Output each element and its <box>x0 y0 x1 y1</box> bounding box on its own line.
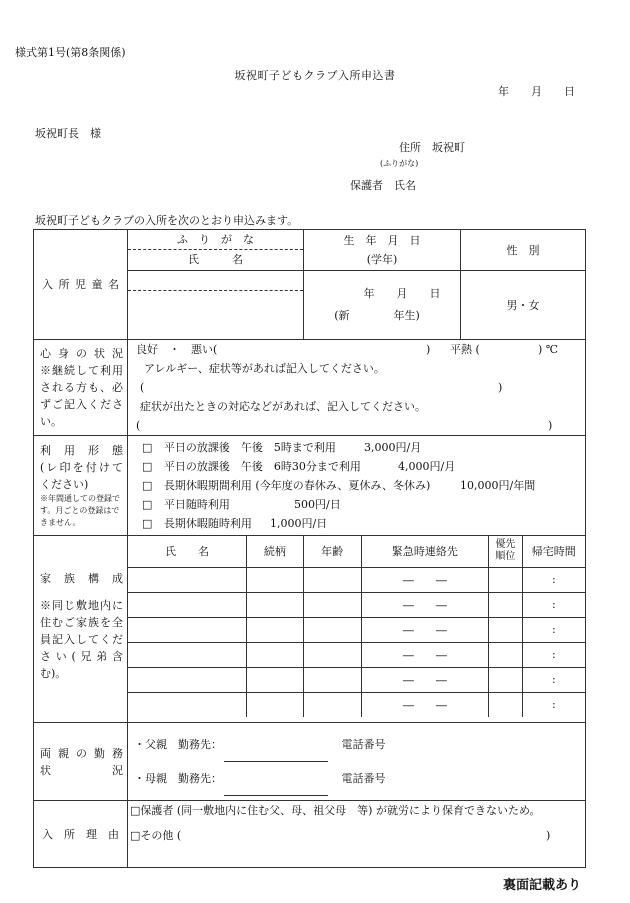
checkbox-icon[interactable]: □ <box>142 441 153 454</box>
reason-option-work[interactable]: □保護者 (同一敷地内に住む父、母、祖父母 等) が就労により保育できないため。 <box>130 804 541 817</box>
family-name-field[interactable] <box>128 642 247 667</box>
child-name-input-cell[interactable] <box>128 271 304 340</box>
family-phone-field[interactable]: ― ― <box>361 592 489 617</box>
family-phone-field[interactable]: ― ― <box>361 667 489 692</box>
response-field[interactable] <box>136 416 579 435</box>
family-priority-field[interactable] <box>489 642 522 667</box>
usage-option-price: 10,000円/年間 <box>460 479 536 492</box>
guardian-name-label: 保護者 氏名 <box>350 179 416 192</box>
allergy-text: アレルギー、症状等があれば記入してください。 <box>144 362 385 375</box>
reason-section-label: 入所理由 <box>34 801 128 868</box>
family-time-field[interactable]: : <box>522 617 585 642</box>
family-name-field[interactable] <box>128 592 247 617</box>
usage-option-price: 4,000円/月 <box>398 460 456 473</box>
usage-option-label: 平日の放課後 午後 5時まで利用 <box>163 441 336 454</box>
child-furigana-field[interactable] <box>128 271 303 291</box>
family-time-field[interactable]: : <box>522 667 585 692</box>
family-header-relation: 続柄 <box>247 536 304 567</box>
family-priority-field[interactable] <box>489 617 522 642</box>
address-label: 住所 坂祝町 <box>399 141 465 154</box>
paren-close: ) <box>548 419 553 432</box>
usage-option-label: 長期休暇随時利用 <box>163 517 252 530</box>
family-header-age: 年齢 <box>303 536 361 567</box>
family-age-field[interactable] <box>303 617 361 642</box>
intro-text: 坂祝町子どもクラブの入所を次のとおり申込みます。 <box>35 214 299 227</box>
checkbox-icon[interactable]: □ <box>142 479 153 492</box>
family-phone-field[interactable]: ― ― <box>361 617 489 642</box>
back-side-note: 裏面記載あり <box>503 878 582 893</box>
mother-work-row[interactable] <box>134 762 579 796</box>
allergy-field[interactable] <box>136 378 579 397</box>
usage-option-label: 長期休暇期間利用 (今年度の春休み、夏休み、冬休み) <box>163 479 431 492</box>
family-row[interactable] <box>128 592 585 617</box>
family-row[interactable] <box>128 667 585 692</box>
reason-option-other[interactable] <box>130 823 581 849</box>
father-phone-label: 電話番号 <box>341 737 386 751</box>
father-workplace-field[interactable] <box>224 749 328 762</box>
usage-option-label: 平日の放課後 午後 6時30分まで利用 <box>163 460 361 473</box>
birth-date-cell[interactable] <box>304 271 461 340</box>
mother-work-label: ・母親 勤務先： <box>134 771 222 785</box>
health-content[interactable] <box>128 340 586 436</box>
usage-option-price: 3,000円/月 <box>364 441 422 454</box>
mother-phone-label: 電話番号 <box>341 771 386 785</box>
birth-header-cell <box>304 230 461 271</box>
sex-options[interactable]: 男・女 <box>461 271 586 340</box>
family-phone-field[interactable]: ― ― <box>361 692 489 717</box>
family-time-field[interactable]: : <box>522 692 585 717</box>
work-section-label: 両親の勤務 状 況 <box>34 723 128 801</box>
reason-content <box>128 801 586 868</box>
form-number: 様式第1号(第8条関係) <box>15 46 126 59</box>
family-relation-field[interactable] <box>247 617 304 642</box>
checkbox-icon[interactable]: □ <box>142 517 153 530</box>
family-priority-field[interactable] <box>489 592 522 617</box>
usage-option[interactable] <box>142 476 579 495</box>
paren-close: ) <box>426 343 431 356</box>
family-section-label: 家族構成 ※同じ敷地内に 住むご家族を全 員記入してくだ さい(兄弟含 む)。 <box>34 536 128 723</box>
family-relation-field[interactable] <box>247 592 304 617</box>
reason-other-label: □その他 ( <box>130 829 182 842</box>
paren-close: ) <box>498 381 503 394</box>
family-name-field[interactable] <box>128 667 247 692</box>
work-content <box>128 723 586 801</box>
health-section-label: 心身の状況 ※継続して利用 される方も、必 ずご記入くださ い。 <box>34 340 128 436</box>
family-table <box>128 536 585 717</box>
usage-options <box>128 436 586 536</box>
grade-header: (学年) <box>366 253 398 266</box>
family-name-field[interactable] <box>128 617 247 642</box>
family-age-field[interactable] <box>303 642 361 667</box>
family-priority-field[interactable] <box>489 692 522 717</box>
family-relation-field[interactable] <box>247 692 304 717</box>
paren-open: ( <box>140 381 145 394</box>
family-header-emergency: 緊急時連絡先 <box>361 536 489 567</box>
fever-unit: ) ℃ <box>538 343 559 356</box>
checkbox-icon[interactable]: □ <box>142 460 153 473</box>
checkbox-icon[interactable]: □ <box>142 498 153 511</box>
father-work-label: ・父親 勤務先： <box>134 737 222 751</box>
child-name-header-cell <box>128 230 304 271</box>
family-row[interactable] <box>128 692 585 717</box>
family-name-field[interactable] <box>128 692 247 717</box>
family-priority-field[interactable] <box>489 567 522 592</box>
family-relation-field[interactable] <box>247 667 304 692</box>
birth-date-field[interactable]: 年 月 日 <box>363 287 441 300</box>
page-title: 坂祝町子どもクラブ入所申込書 <box>234 69 396 82</box>
usage-note: ※年間通しての登録です。月ごとの登録はできません。 <box>40 494 120 527</box>
furigana-label: (ふりがな) <box>380 159 419 168</box>
family-age-field[interactable] <box>303 667 361 692</box>
response-text: 症状が出たときの対応などがあれば、記入してください。 <box>140 400 426 413</box>
family-header-priority: 優先順位 <box>489 536 522 567</box>
usage-option[interactable] <box>142 514 579 533</box>
sex-header: 性 別 <box>461 230 586 271</box>
birth-header: 生 年 月 日 <box>343 234 421 247</box>
paren-close: ) <box>546 829 551 842</box>
family-row[interactable] <box>128 617 585 642</box>
family-time-field[interactable]: : <box>522 592 585 617</box>
application-form <box>33 229 586 868</box>
paren-open: ( <box>136 419 141 432</box>
family-relation-field[interactable] <box>247 642 304 667</box>
addressee: 坂祝町長 様 <box>35 127 101 140</box>
usage-section-label: 利用形態 (レ印を付けて ください) ※年間通しての登録です。月ごとの登録はできません。 <box>34 436 128 536</box>
family-row[interactable] <box>128 642 585 667</box>
usage-option[interactable] <box>142 495 579 514</box>
family-header-name: 氏 名 <box>128 536 247 567</box>
usage-option[interactable] <box>142 438 579 457</box>
furigana-header: ふ り が な <box>128 230 303 250</box>
family-relation-field[interactable] <box>247 567 304 592</box>
mother-workplace-field[interactable] <box>224 783 328 796</box>
usage-option-price: 1,000円/日 <box>270 517 328 530</box>
family-row[interactable] <box>128 567 585 592</box>
family-time-field[interactable]: : <box>522 642 585 667</box>
family-time-field[interactable]: : <box>522 567 585 592</box>
family-age-field[interactable] <box>303 567 361 592</box>
date-line[interactable]: 年 月 日 <box>498 85 575 98</box>
grade-field[interactable]: (新 年生) <box>334 309 420 322</box>
family-header-return-time: 帰宅時間 <box>522 536 585 567</box>
family-phone-field[interactable]: ― ― <box>361 642 489 667</box>
usage-option-label: 平日随時利用 <box>163 498 230 511</box>
family-priority-field[interactable] <box>489 667 522 692</box>
family-table-cell <box>128 536 586 723</box>
family-phone-field[interactable]: ― ― <box>361 567 489 592</box>
health-condition[interactable]: 良好 ・ 悪い( <box>136 343 218 356</box>
family-age-field[interactable] <box>303 592 361 617</box>
fever-label: 平熱 ( <box>450 343 480 356</box>
name-header: 氏 名 <box>188 253 243 266</box>
child-section-label: 入所児童名 <box>34 230 128 340</box>
child-name-field[interactable] <box>128 291 303 339</box>
family-name-field[interactable] <box>128 567 247 592</box>
father-work-row[interactable] <box>134 728 579 762</box>
family-age-field[interactable] <box>303 692 361 717</box>
usage-option-price: 500円/日 <box>294 498 341 511</box>
usage-option[interactable] <box>142 457 579 476</box>
